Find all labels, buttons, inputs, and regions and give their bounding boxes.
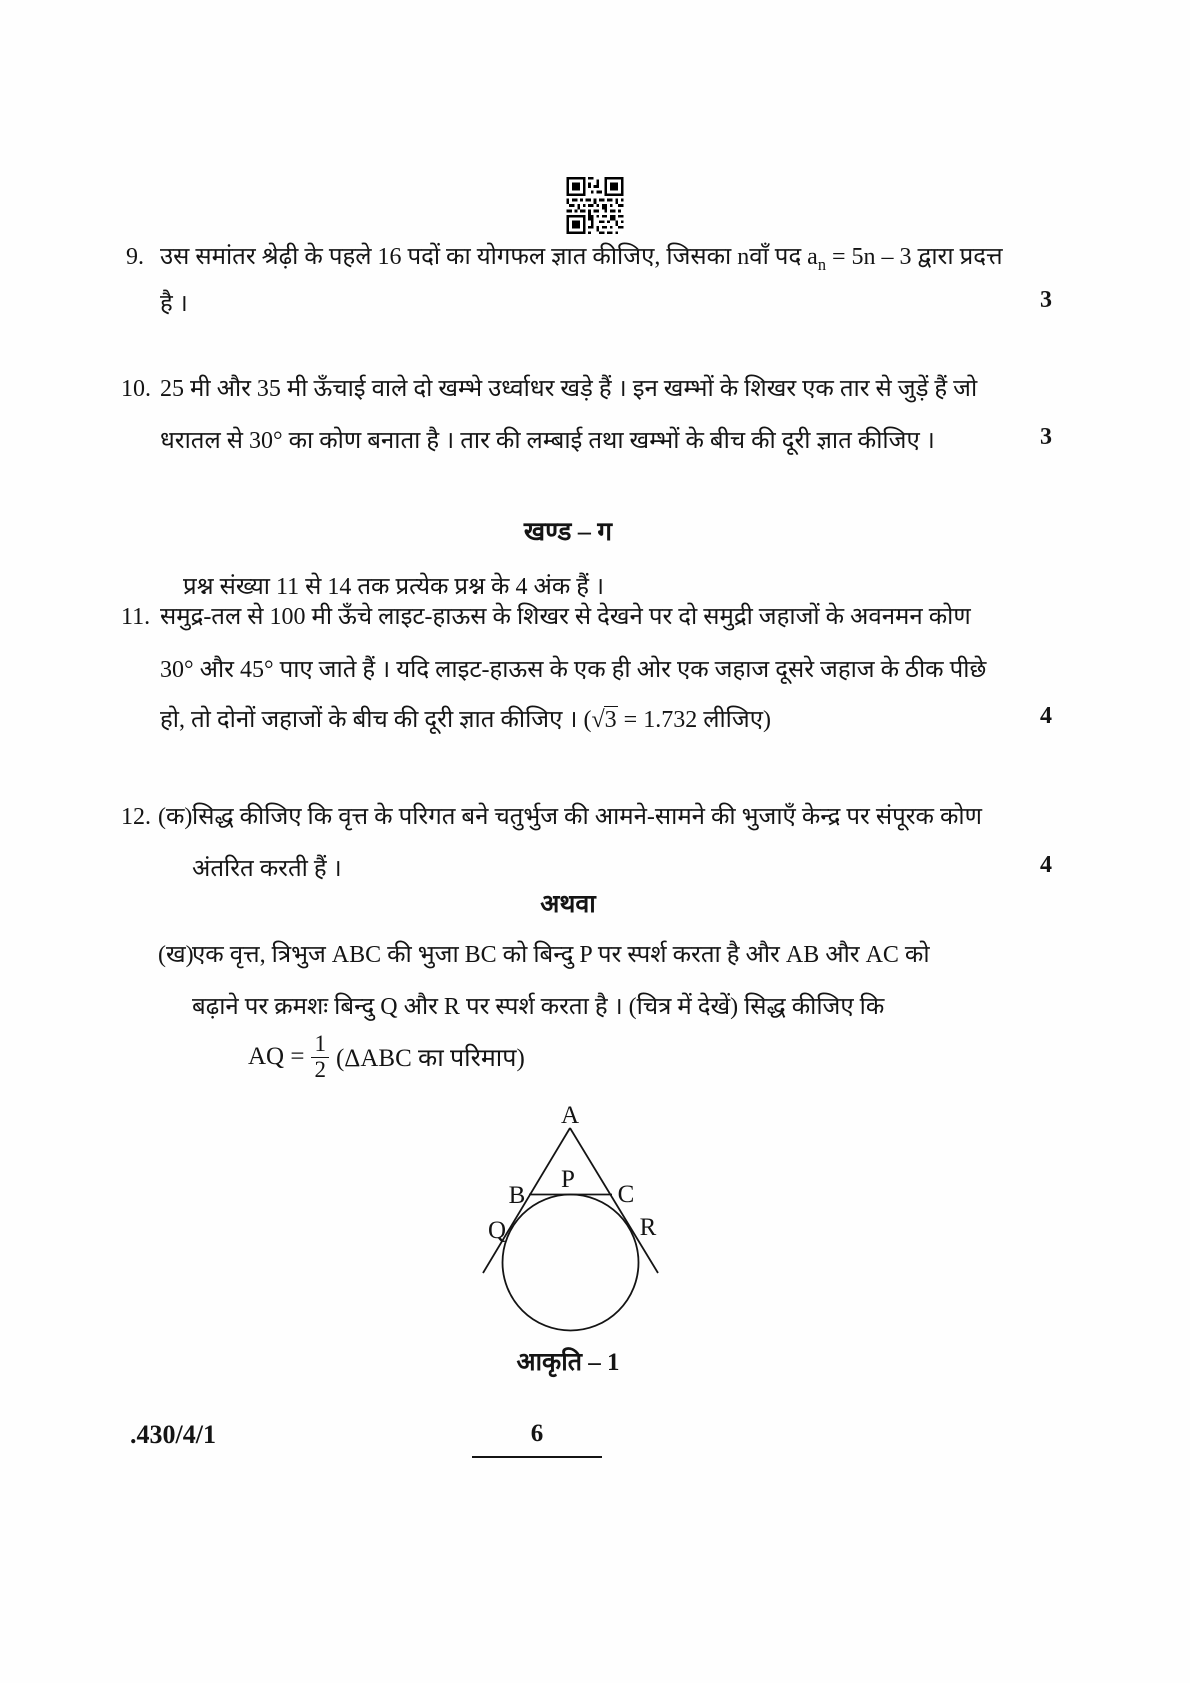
question-9-line-2: है । — [160, 291, 188, 317]
question-11-line-1: समुद्र-तल से 100 मी ऊँचे लाइट-हाऊस के शिखर से देखने पर दो समुद्री जहाजों के अवनमन कोण — [160, 604, 971, 630]
question-11-marks: 4 — [1040, 703, 1052, 729]
question-12b-line-1: एक वृत्त, त्रिभुज ABC की भुजा BC को बिन्दु P पर स्पर्श करता है और AB और AC को — [192, 942, 930, 968]
question-12a-marks: 4 — [1040, 852, 1052, 878]
fraction-one-half — [311, 1032, 329, 1083]
paper-code: .430/4/1 — [130, 1420, 216, 1449]
fraction-denominator: 2 — [311, 1057, 329, 1083]
question-11-text-pre: हो, तो दोनों जहाजों के बीच की दूरी ज्ञात कीजिए । ( — [160, 707, 592, 733]
question-9-number: 9. — [126, 244, 144, 270]
question-9-line-1 — [160, 240, 1003, 274]
geometry-figure — [452, 1093, 698, 1351]
question-12a-line-2: अंतरित करती हैं । — [192, 856, 342, 882]
question-12b-label: (ख) — [158, 942, 194, 968]
figure-label-a: A — [560, 1102, 580, 1129]
figure-label-r: R — [639, 1214, 657, 1241]
formula-aq — [248, 1032, 525, 1083]
figure-caption: आकृति – 1 — [516, 1349, 620, 1376]
question-12b-line-2: बढ़ाने पर क्रमशः बिन्दु Q और R पर स्पर्श करता है । (चित्र में देखें) सिद्ध कीजिए कि — [192, 994, 885, 1020]
question-11-line-2: 30° और 45° पाए जाते हैं । यदि लाइट-हाऊस के एक ही ओर एक जहाज दूसरे जहाज के ठीक पीछे — [160, 657, 987, 683]
page-number: 6 — [530, 1420, 544, 1447]
qr-code-icon — [566, 177, 624, 234]
tangent-line-left — [483, 1128, 570, 1273]
question-10-line-1: 25 मी और 35 मी ऊँचाई वाले दो खम्भे उर्ध्वाधर खड़े हैं । इन खम्भों के शिखर एक तार से जुड़ें हैं जो — [160, 376, 978, 402]
tangent-line-right — [570, 1128, 658, 1273]
figure-label-p: P — [561, 1166, 575, 1193]
question-10-marks: 3 — [1040, 424, 1052, 450]
page-number-rule — [472, 1456, 602, 1458]
formula-rhs: (ΔABC का परिमाप) — [335, 1045, 525, 1073]
formula-lhs: AQ = — [248, 1043, 305, 1071]
figure-label-c: C — [617, 1181, 635, 1208]
question-9-text-pre: उस समांतर श्रेढ़ी के पहले 16 पदों का योगफल ज्ञात कीजिए, जिसका nवाँ पद a — [160, 244, 818, 270]
question-11-number: 11. — [121, 604, 151, 630]
section-note: प्रश्न संख्या 11 से 14 तक प्रत्येक प्रश्न के 4 अंक हैं । — [183, 574, 605, 600]
question-9-marks: 3 — [1040, 287, 1052, 313]
question-12a-label: (क) — [158, 804, 193, 830]
square-root-sign: √ — [591, 707, 604, 733]
question-10-number: 10. — [121, 376, 151, 402]
incircle — [503, 1195, 639, 1331]
figure-label-q: Q — [487, 1217, 507, 1244]
question-11-text-post: = 1.732 लीजिए) — [617, 707, 771, 733]
fraction-numerator: 1 — [314, 1031, 326, 1056]
figure-label-b: B — [508, 1182, 526, 1209]
question-12-number: 12. — [121, 804, 151, 830]
question-9-text-post: = 5n – 3 द्वारा प्रदत्त — [826, 244, 1003, 270]
question-12a-line-1: सिद्ध कीजिए कि वृत्त के परिगत बने चतुर्भुज की आमने-सामने की भुजाएँ केन्द्र पर संपूरक कोण — [192, 804, 982, 830]
question-11-line-3 — [160, 703, 771, 737]
question-10-line-2: धरातल से 30° का कोण बनाता है । तार की लम्बाई तथा खम्भों के बीच की दूरी ज्ञात कीजिए । — [160, 428, 935, 454]
subscript-n: n — [817, 255, 826, 275]
section-header: खण्ड – ग — [523, 517, 613, 546]
or-separator: अथवा — [540, 891, 596, 918]
square-root-radicand: 3 — [604, 707, 617, 733]
